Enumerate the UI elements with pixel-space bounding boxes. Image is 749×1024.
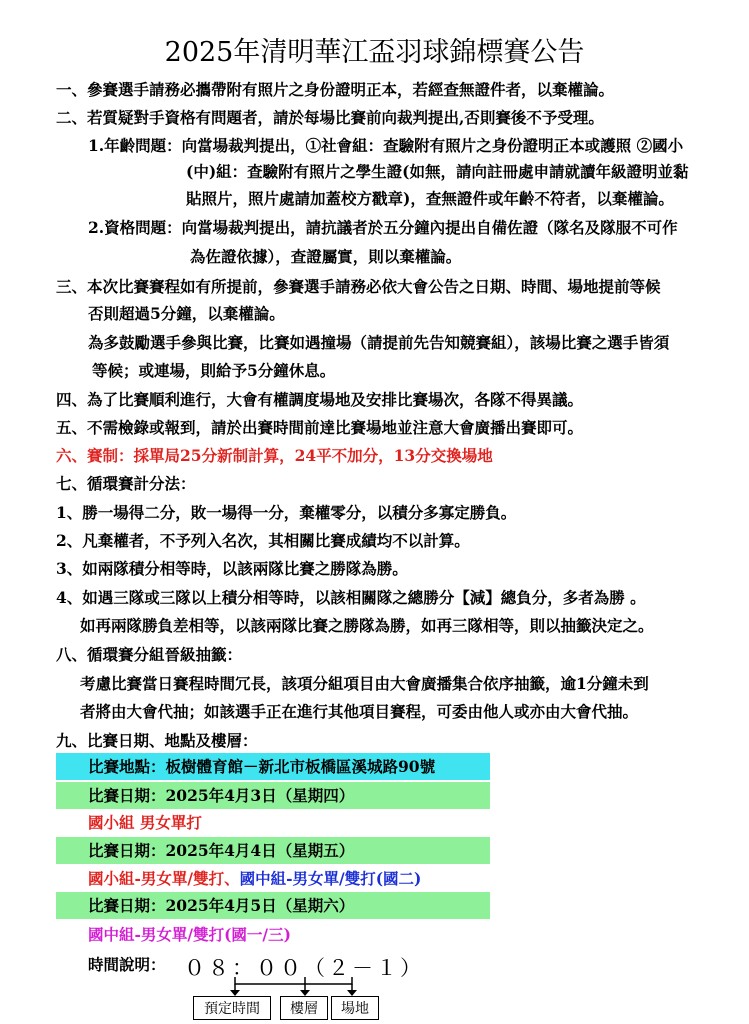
legend-scheduled-time: 預定時間 (193, 996, 271, 1020)
rule-8-heading: 八、循環賽分組晉級抽籤： (56, 645, 243, 664)
date-3-text: 比賽日期：2025年4月5日（星期六） (88, 896, 355, 915)
rule-7-heading: 七、循環賽計分法： (56, 474, 196, 493)
time-note-label: 時間說明： (88, 955, 166, 974)
rule-2: 二、若質疑對手資格有問題者，請於每場比賽前向裁判提出,否則賽後不予受理。 (56, 108, 604, 127)
rule-3-cont: 否則超過5分鐘，以棄權論。 (88, 304, 285, 323)
event-1: 國小組 男女單打 (88, 813, 202, 832)
rule-7-item-1: 1、勝一場得二分，敗一場得一分，棄權零分，以積分多寡定勝負。 (56, 503, 517, 522)
rule-2-age: 1.年齡問題：向當場裁判提出，①社會組：查驗附有照片之身份證明正本或護照 ②國小 (88, 136, 684, 155)
rule-9-heading: 九、比賽日期、地點及樓層： (56, 731, 258, 750)
event-2-elementary: 國小組-男女單/雙打、 (88, 869, 240, 888)
rule-7-item-3: 3、如兩隊積分相等時，以該兩隊比賽之勝隊為勝。 (56, 559, 408, 578)
page-title: 2025年清明華江盃羽球錦標賽公告 (164, 37, 585, 68)
date-1-text: 比賽日期：2025年4月3日（星期四） (88, 786, 355, 805)
rule-5: 五、不需檢錄或報到，請於出賽時間前達比賽場地並注意大會廣播出賽即可。 (56, 418, 584, 437)
venue-text: 比賽地點：板樹體育館－新北市板橋區溪城路90號 (88, 757, 436, 776)
rule-8-text-1: 考慮比賽當日賽程時間冗長，該項分組項目由大會廣播集合依序抽籤，逾1分鐘未到 (80, 674, 649, 693)
rule-7-item-4: 4、如遇三隊或三隊以上積分相等時，以該相關隊之總勝分【減】總負分，多者為勝 。 (56, 588, 646, 607)
event-2-junior-high: 國中組-男女單/雙打(國二) (239, 869, 422, 888)
rule-2-age-cont-2: 貼照片，照片處請加蓋校方戳章)，查無證件或年齡不符者，以棄權論。 (186, 189, 674, 208)
legend-floor: 樓層 (280, 996, 328, 1020)
rule-3-note-cont: 等候；或連場，則給予5分鐘休息。 (92, 361, 336, 380)
time-note-example: ０８：００（２－１） (184, 956, 424, 980)
rule-7-item-4-cont: 如再兩隊勝負差相等，以該兩隊比賽之勝隊為勝，如再三隊相等，則以抽籤決定之。 (80, 616, 654, 635)
rule-1: 一、參賽選手請務必攜帶附有照片之身份證明正本，若經查無證件者，以棄權論。 (56, 80, 615, 99)
date-2-text: 比賽日期：2025年4月4日（星期五） (88, 841, 355, 860)
rule-4: 四、為了比賽順利進行，大會有權調度場地及安排比賽場次，各隊不得異議。 (56, 390, 584, 409)
legend-court: 場地 (331, 996, 379, 1020)
rule-2-age-cont-1: (中)組：查驗附有照片之學生證(如無，請向註冊處申請就讀年級證明並黏 (186, 162, 689, 181)
rule-8-text-2: 者將由大會代抽；如該選手正在進行其他項目賽程，可委由他人或亦由大會代抽。 (80, 702, 639, 721)
rule-2-qualification: 2.資格問題：向當場裁判提出，請抗議者於五分鐘內提出自備佐證（隊名及隊服不可作 (88, 218, 678, 237)
event-3: 國中組-男女單/雙打(國一/三) (88, 925, 291, 944)
rule-6-format: 六、賽制：採單局25分新制計算，24平不加分，13分交換場地 (56, 446, 493, 465)
rule-2-qualification-cont: 為佐證依據），查證屬實，則以棄權論。 (190, 247, 462, 266)
rule-3: 三、本次比賽賽程如有所提前，參賽選手請務必依大會公告之日期、時間、場地提前等候 (56, 277, 661, 296)
rule-3-note: 為多鼓勵選手參與比賽，比賽如遇撞場（請提前先告知競賽組），該場比賽之選手皆須 (88, 333, 670, 352)
rule-7-item-2: 2、凡棄權者，不予列入名次，其相關比賽成績均不以計算。 (56, 531, 470, 550)
